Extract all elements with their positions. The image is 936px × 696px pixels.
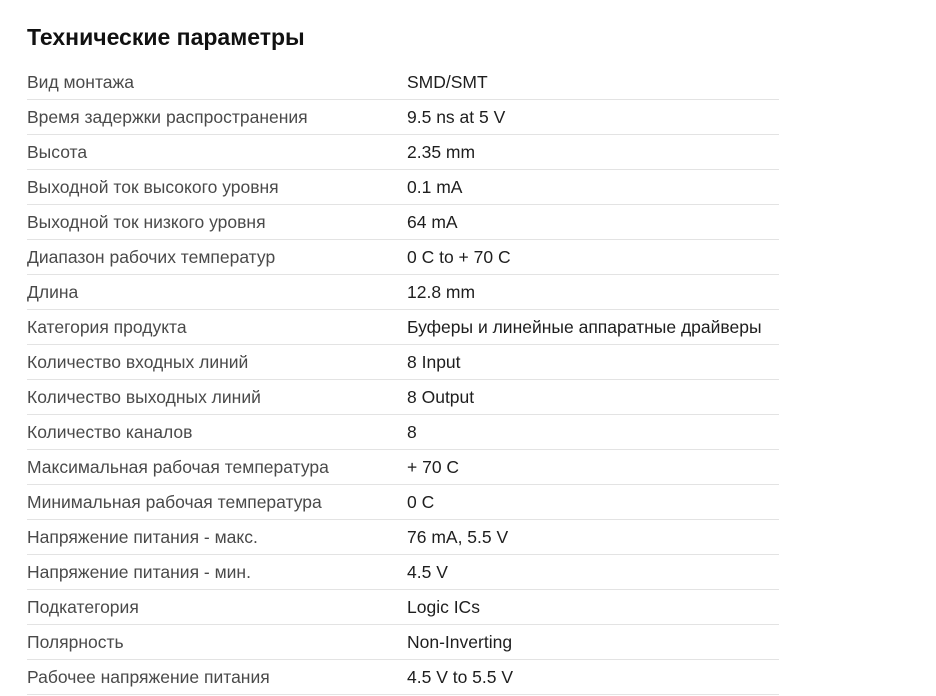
spec-value: 8 Input — [407, 345, 779, 380]
table-row — [27, 625, 779, 660]
spec-label: Вид монтажа — [27, 65, 407, 100]
spec-value: + 70 C — [407, 450, 779, 485]
table-row — [27, 660, 779, 695]
spec-value: Буферы и линейные аппаратные драйверы — [407, 310, 779, 345]
spec-label: Длина — [27, 275, 407, 310]
spec-value: 9.5 ns at 5 V — [407, 100, 779, 135]
spec-label: Максимальная рабочая температура — [27, 450, 407, 485]
table-row — [27, 415, 779, 450]
table-row — [27, 100, 779, 135]
table-row — [27, 65, 779, 100]
table-row — [27, 240, 779, 275]
table-row — [27, 310, 779, 345]
spec-value: SMD/SMT — [407, 65, 779, 100]
spec-value: 8 — [407, 415, 779, 450]
spec-value: 4.5 V — [407, 555, 779, 590]
table-row — [27, 450, 779, 485]
table-row — [27, 205, 779, 240]
spec-label: Категория продукта — [27, 310, 407, 345]
spec-table — [27, 65, 779, 695]
spec-label: Количество входных линий — [27, 345, 407, 380]
table-row — [27, 170, 779, 205]
spec-value: Logic ICs — [407, 590, 779, 625]
spec-label: Напряжение питания - мин. — [27, 555, 407, 590]
spec-label: Подкатегория — [27, 590, 407, 625]
table-row — [27, 275, 779, 310]
table-row — [27, 485, 779, 520]
spec-value: 76 mA, 5.5 V — [407, 520, 779, 555]
spec-label: Количество каналов — [27, 415, 407, 450]
spec-label: Время задержки распространения — [27, 100, 407, 135]
spec-label: Высота — [27, 135, 407, 170]
table-row — [27, 135, 779, 170]
section-title: Технические параметры — [27, 24, 305, 50]
spec-value: 4.5 V to 5.5 V — [407, 660, 779, 695]
spec-value: 64 mA — [407, 205, 779, 240]
spec-label: Диапазон рабочих температур — [27, 240, 407, 275]
spec-value: 12.8 mm — [407, 275, 779, 310]
spec-label: Напряжение питания - макс. — [27, 520, 407, 555]
technical-parameters-section — [27, 20, 779, 695]
table-row — [27, 590, 779, 625]
spec-value: Non-Inverting — [407, 625, 779, 660]
table-row — [27, 380, 779, 415]
spec-label: Выходной ток высокого уровня — [27, 170, 407, 205]
spec-label: Количество выходных линий — [27, 380, 407, 415]
table-row — [27, 520, 779, 555]
table-row — [27, 345, 779, 380]
spec-value: 8 Output — [407, 380, 779, 415]
table-row — [27, 555, 779, 590]
spec-value: 2.35 mm — [407, 135, 779, 170]
spec-label: Полярность — [27, 625, 407, 660]
spec-label: Выходной ток низкого уровня — [27, 205, 407, 240]
spec-label: Минимальная рабочая температура — [27, 485, 407, 520]
spec-label: Рабочее напряжение питания — [27, 660, 407, 695]
spec-value: 0.1 mA — [407, 170, 779, 205]
spec-value: 0 C — [407, 485, 779, 520]
spec-value: 0 C to + 70 C — [407, 240, 779, 275]
